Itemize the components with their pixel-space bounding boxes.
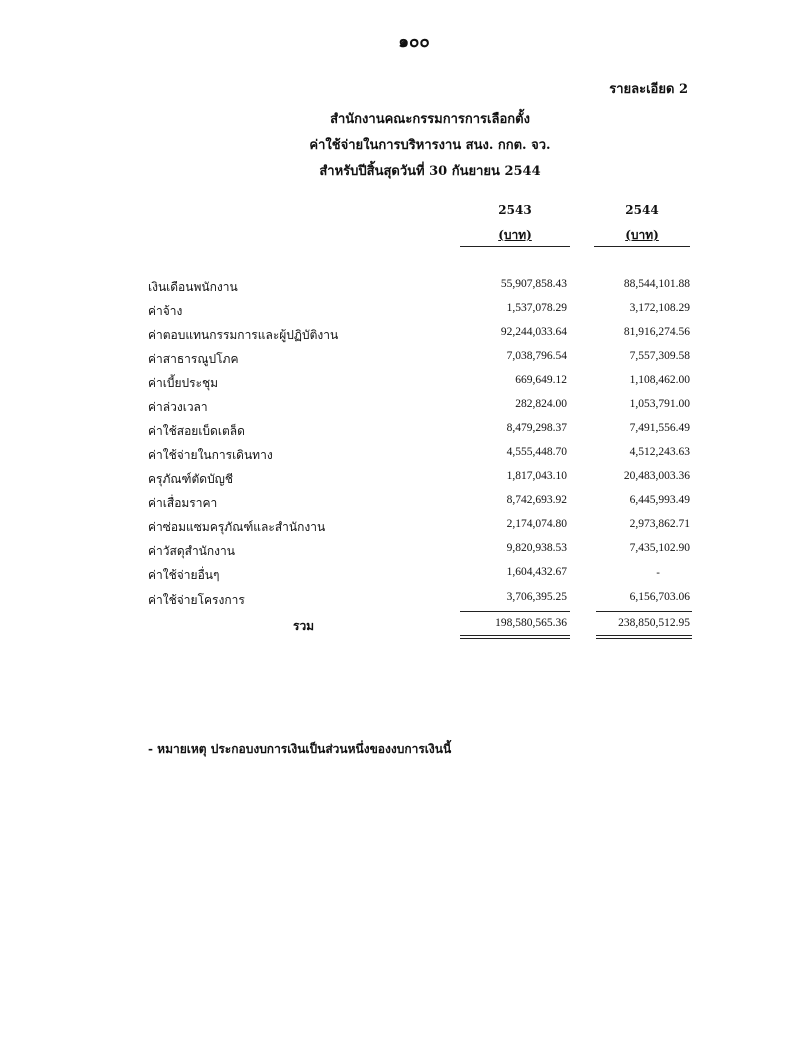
row-label: ครุภัณฑ์ตัดบัญชี [148, 472, 234, 486]
row-label: ค่าเบี้ยประชุม [148, 376, 219, 390]
row-value-2543: 9,820,938.53 [506, 542, 567, 554]
subtotal-rule-2543 [460, 611, 570, 612]
row-label: ค่าใช้จ่ายในการเดินทาง [148, 448, 273, 462]
row-value-2544: 7,435,102.90 [629, 542, 690, 554]
row-value-2544: 2,973,862.71 [629, 518, 690, 530]
row-label: เงินเดือนพนักงาน [148, 280, 238, 294]
row-label: ค่าเสื่อมราคา [148, 496, 218, 510]
total-value-2543: 198,580,565.36 [495, 617, 567, 629]
row-value-2543: 3,706,395.25 [506, 591, 567, 603]
column-header-rule-2544 [594, 246, 690, 247]
row-value-2544: 88,544,101.88 [623, 278, 690, 290]
row-value-2543: 7,038,796.54 [506, 350, 567, 362]
row-value-2544: 6,445,993.49 [629, 494, 690, 506]
row-value-2544: 7,557,309.58 [629, 350, 690, 362]
row-value-2544: 1,108,462.00 [629, 374, 690, 386]
row-label: ค่าล่วงเวลา [148, 400, 208, 414]
row-label: ค่าซ่อมแซมครุภัณฑ์และสำนักงาน [148, 520, 326, 534]
report-title-organization: สำนักงานคณะกรรมการการเลือกตั้ง [330, 112, 530, 127]
column-header-rule-2543 [460, 246, 570, 247]
total-label: รวม [293, 619, 315, 633]
row-label: ค่าตอบแทนกรรมการและผู้ปฏิบัติงาน [148, 328, 339, 342]
row-label: ค่าใช้จ่ายอื่นๆ [148, 568, 220, 582]
row-value-2544: 4,512,243.63 [629, 446, 690, 458]
row-label: ค่าจ้าง [148, 304, 183, 318]
page-number: ๑๐๐ [398, 32, 430, 52]
row-value-2543: 1,537,078.29 [506, 302, 567, 314]
total-double-rule-2543 [460, 635, 570, 639]
detail-label: รายละเอียด 2 [609, 82, 688, 97]
column-unit-2543: (บาท) [498, 228, 532, 242]
row-value-2544: 81,916,274.56 [623, 326, 690, 338]
row-value-2543: 55,907,858.43 [500, 278, 567, 290]
column-header-year-2544: 2544 [625, 203, 659, 217]
row-label: ค่าใช้สอยเบ็ดเตล็ด [148, 424, 245, 438]
total-value-2544: 238,850,512.95 [618, 617, 690, 629]
row-value-2543: 1,817,043.10 [506, 470, 567, 482]
column-unit-2544: (บาท) [625, 228, 659, 242]
report-title-subject: ค่าใช้จ่ายในการบริหารงาน สนง. กกต. จว. [309, 138, 551, 153]
row-value-2544: 6,156,703.06 [629, 591, 690, 603]
subtotal-rule-2544 [596, 611, 692, 612]
total-double-rule-2544 [596, 635, 692, 639]
row-label: ค่าใช้จ่ายโครงการ [148, 593, 245, 607]
footnote: - หมายเหตุ ประกอบงบการเงินเป็นส่วนหนึ่งของงบการเงินนี้ [148, 742, 452, 756]
row-value-2543: 8,479,298.37 [506, 422, 567, 434]
column-header-year-2543: 2543 [498, 203, 532, 217]
row-label: ค่าสาธารณูปโภค [148, 352, 239, 366]
row-value-2543: 669,649.12 [515, 374, 567, 386]
report-title-period: สำหรับปีสิ้นสุดวันที่ 30 กันยายน 2544 [319, 164, 541, 179]
row-value-2544: 3,172,108.29 [629, 302, 690, 314]
row-value-2543: 1,604,432.67 [506, 566, 567, 578]
row-value-2543: 8,742,693.92 [506, 494, 567, 506]
row-value-2543: 92,244,033.64 [500, 326, 567, 338]
row-value-2543: 2,174,074.80 [506, 518, 567, 530]
row-value-2544: 1,053,791.00 [629, 398, 690, 410]
row-value-2544: 7,491,556.49 [629, 422, 690, 434]
row-value-2543: 282,824.00 [515, 398, 567, 410]
row-value-2544: 20,483,003.36 [623, 470, 690, 482]
row-label: ค่าวัสดุสำนักงาน [148, 544, 235, 558]
row-value-2543: 4,555,448.70 [506, 446, 567, 458]
row-value-2544-nil: - [656, 566, 660, 579]
